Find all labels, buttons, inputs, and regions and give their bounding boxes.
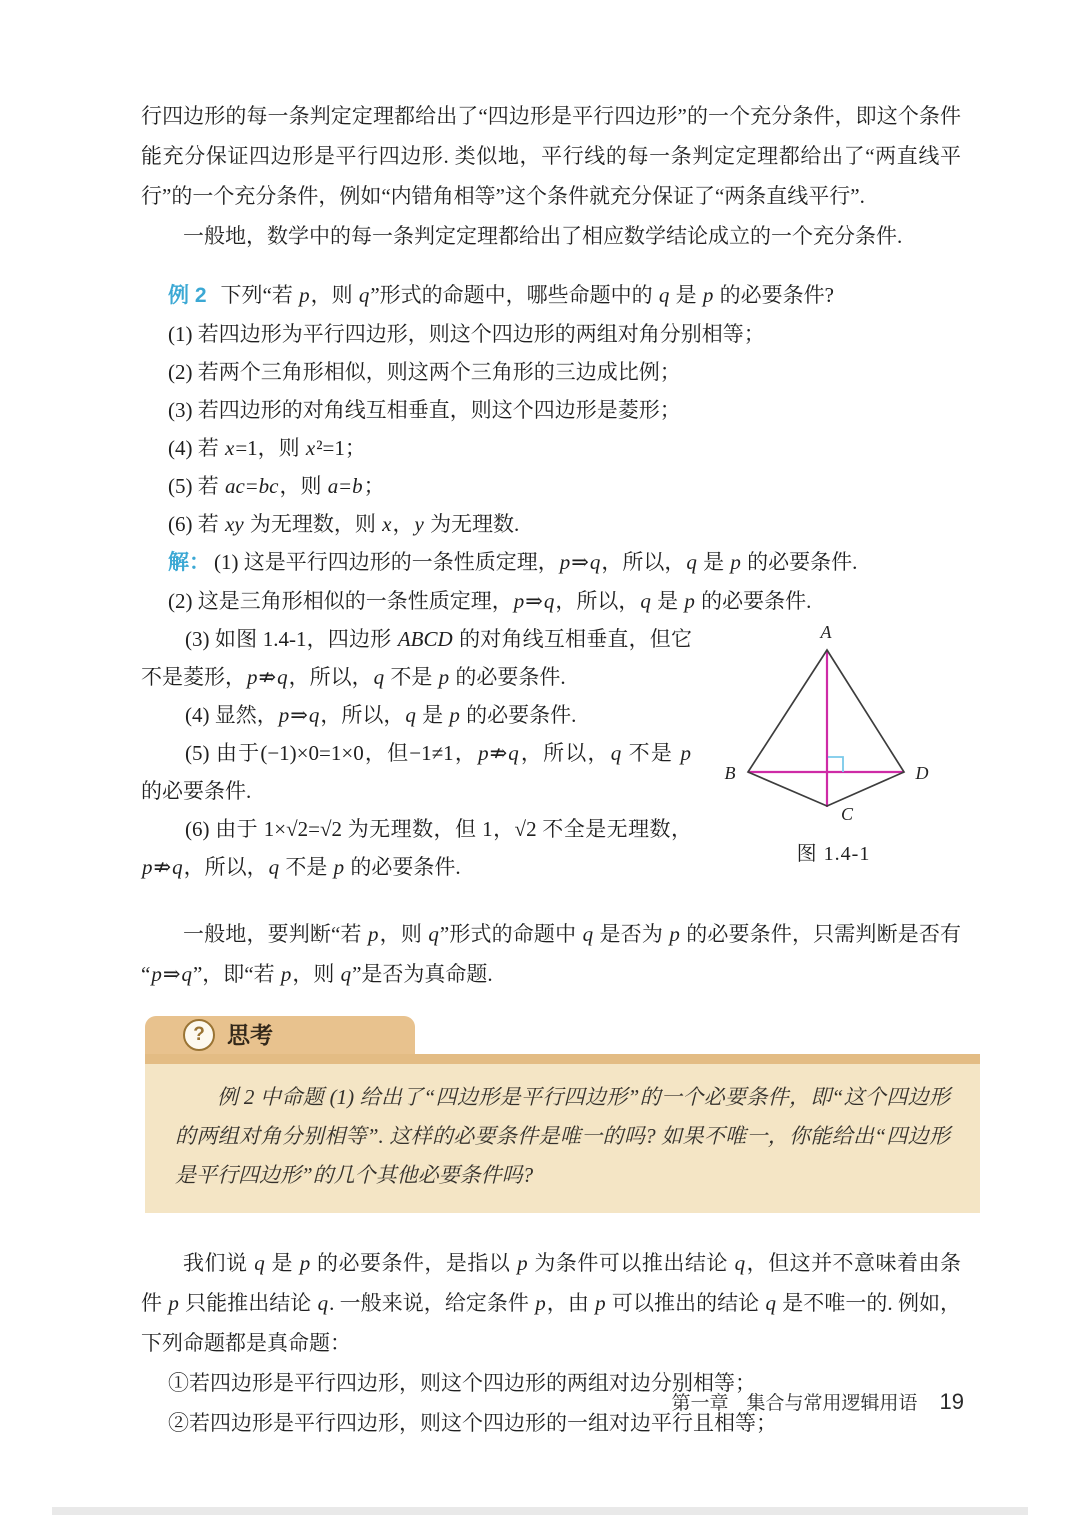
page-number: 19 (939, 1389, 964, 1414)
example-item-6: (6) 若 xy 为无理数，则 x，y 为无理数. (168, 512, 520, 536)
vertex-label-a: A (820, 622, 832, 642)
think-box-strip (145, 1054, 980, 1064)
solution-line-1 (141, 543, 961, 582)
think-box-title: 思考 (227, 1022, 273, 1048)
example-item-1: (1) 若四边形为平行四边形，则这个四边形的两组对角分别相等； (168, 322, 765, 346)
page-edge-shadow (52, 1507, 1028, 1515)
think-box-body (145, 1064, 980, 1213)
right-angle-mark (828, 757, 843, 772)
solution-line-2: (2) 这是三角形相似的一条性质定理，p⇒q，所以，q 是 p 的必要条件. (168, 589, 812, 613)
page-footer (671, 1388, 964, 1415)
closing-item-2: ②若四边形是平行四边形，则这个四边形的一组对边平行且相等； (168, 1411, 777, 1435)
solution-4: (4) 显然，p⇒q，所以，q 是 p 的必要条件. (185, 703, 577, 727)
think-box-text: 例 2 中命题 (1) 给出了“四边形是平行四边形”的一个必要条件，即“这个四边形的两组对角分别相等”. 这样的必要条件是唯一的吗? 如果不唯一，你能给出“四边形是平行四边形”的几个其他必要条件吗? (175, 1085, 950, 1187)
figure-caption: 图 1.4-1 (796, 843, 871, 865)
example-item-4: (4) 若 x=1，则 x²=1； (168, 436, 366, 460)
solution-1: (1) 这是平行四边形的一条性质定理，p⇒q，所以，q 是 p 的必要条件. (214, 550, 858, 574)
kite-quadrilateral-figure (706, 620, 961, 825)
intro-paragraph-2: 一般地，数学中的每一条判定定理都给出了相应数学结论成立的一个充分条件. (183, 224, 903, 248)
solution-3: (3) 如图 1.4-1，四边形 ABCD 的对角线互相垂直，但它不是菱形，p⇏q，所以，q 不是 p 的必要条件. (141, 627, 692, 689)
example-question: 下列“若 p，则 q”形式的命题中，哪些命题中的 q 是 p 的必要条件? (220, 283, 834, 307)
figure-1-4-1 (706, 620, 961, 867)
solution-label: 解： (168, 551, 210, 574)
footer-section-title: 集合与常用逻辑用语 (746, 1393, 918, 1414)
example-question-line (141, 276, 961, 315)
example-item-2: (2) 若两个三角形相似，则这两个三角形的三边成比例； (168, 360, 681, 384)
intro-paragraph-1: 行四边形的每一条判定定理都给出了“四边形是平行四边形”的一个充分条件，即这个条件能充分保证四边形是平行四边形. 类似地，平行线的每一条判定定理都给出了“两直线平行”的一个充分条件，例如“内错角相等”这个条件就充分保证了“两条直线平行”. (141, 104, 961, 208)
vertex-label-d: D (915, 763, 929, 783)
example-2-block (141, 276, 961, 886)
general-note: 一般地，要判断“若 p，则 q”形式的命题中 q 是否为 p 的必要条件，只需判断是否有“p⇒q”，即“若 p，则 q”是否为真命题. (141, 922, 962, 986)
example-label: 例 2 (168, 284, 207, 307)
footer-chapter: 第一章 (671, 1393, 729, 1414)
solution-6: (6) 由于 1×√2=√2 为无理数，但 1，√2 不全是无理数，p⇏q，所以，q 不是 p 的必要条件. (142, 817, 692, 879)
vertex-label-b: B (724, 763, 736, 783)
closing-paragraph: 我们说 q 是 p 的必要条件，是指以 p 为条件可以推出结论 q，但这并不意味着由条件 p 只能推出结论 q. 一般来说，给定条件 p，由 p 可以推出的结论 q 是不唯一的. 例如，下列命题都是真命题： (141, 1251, 962, 1355)
closing-item-1: ①若四边形是平行四边形，则这个四边形的两组对边分别相等； (168, 1371, 756, 1395)
think-box (145, 1016, 980, 1213)
page-content (141, 96, 961, 1443)
solution-5: (5) 由于(−1)×0=1×0，但−1≠1，p⇏q，所以，q 不是 p 的必要条件. (141, 741, 692, 803)
vertex-label-c: C (840, 804, 854, 824)
example-item-3: (3) 若四边形的对角线互相垂直，则这个四边形是菱形； (168, 398, 681, 422)
example-item-5: (5) 若 ac=bc，则 a=b； (168, 474, 385, 498)
think-box-tab (145, 1016, 415, 1054)
question-mark-icon: ? (183, 1019, 215, 1051)
